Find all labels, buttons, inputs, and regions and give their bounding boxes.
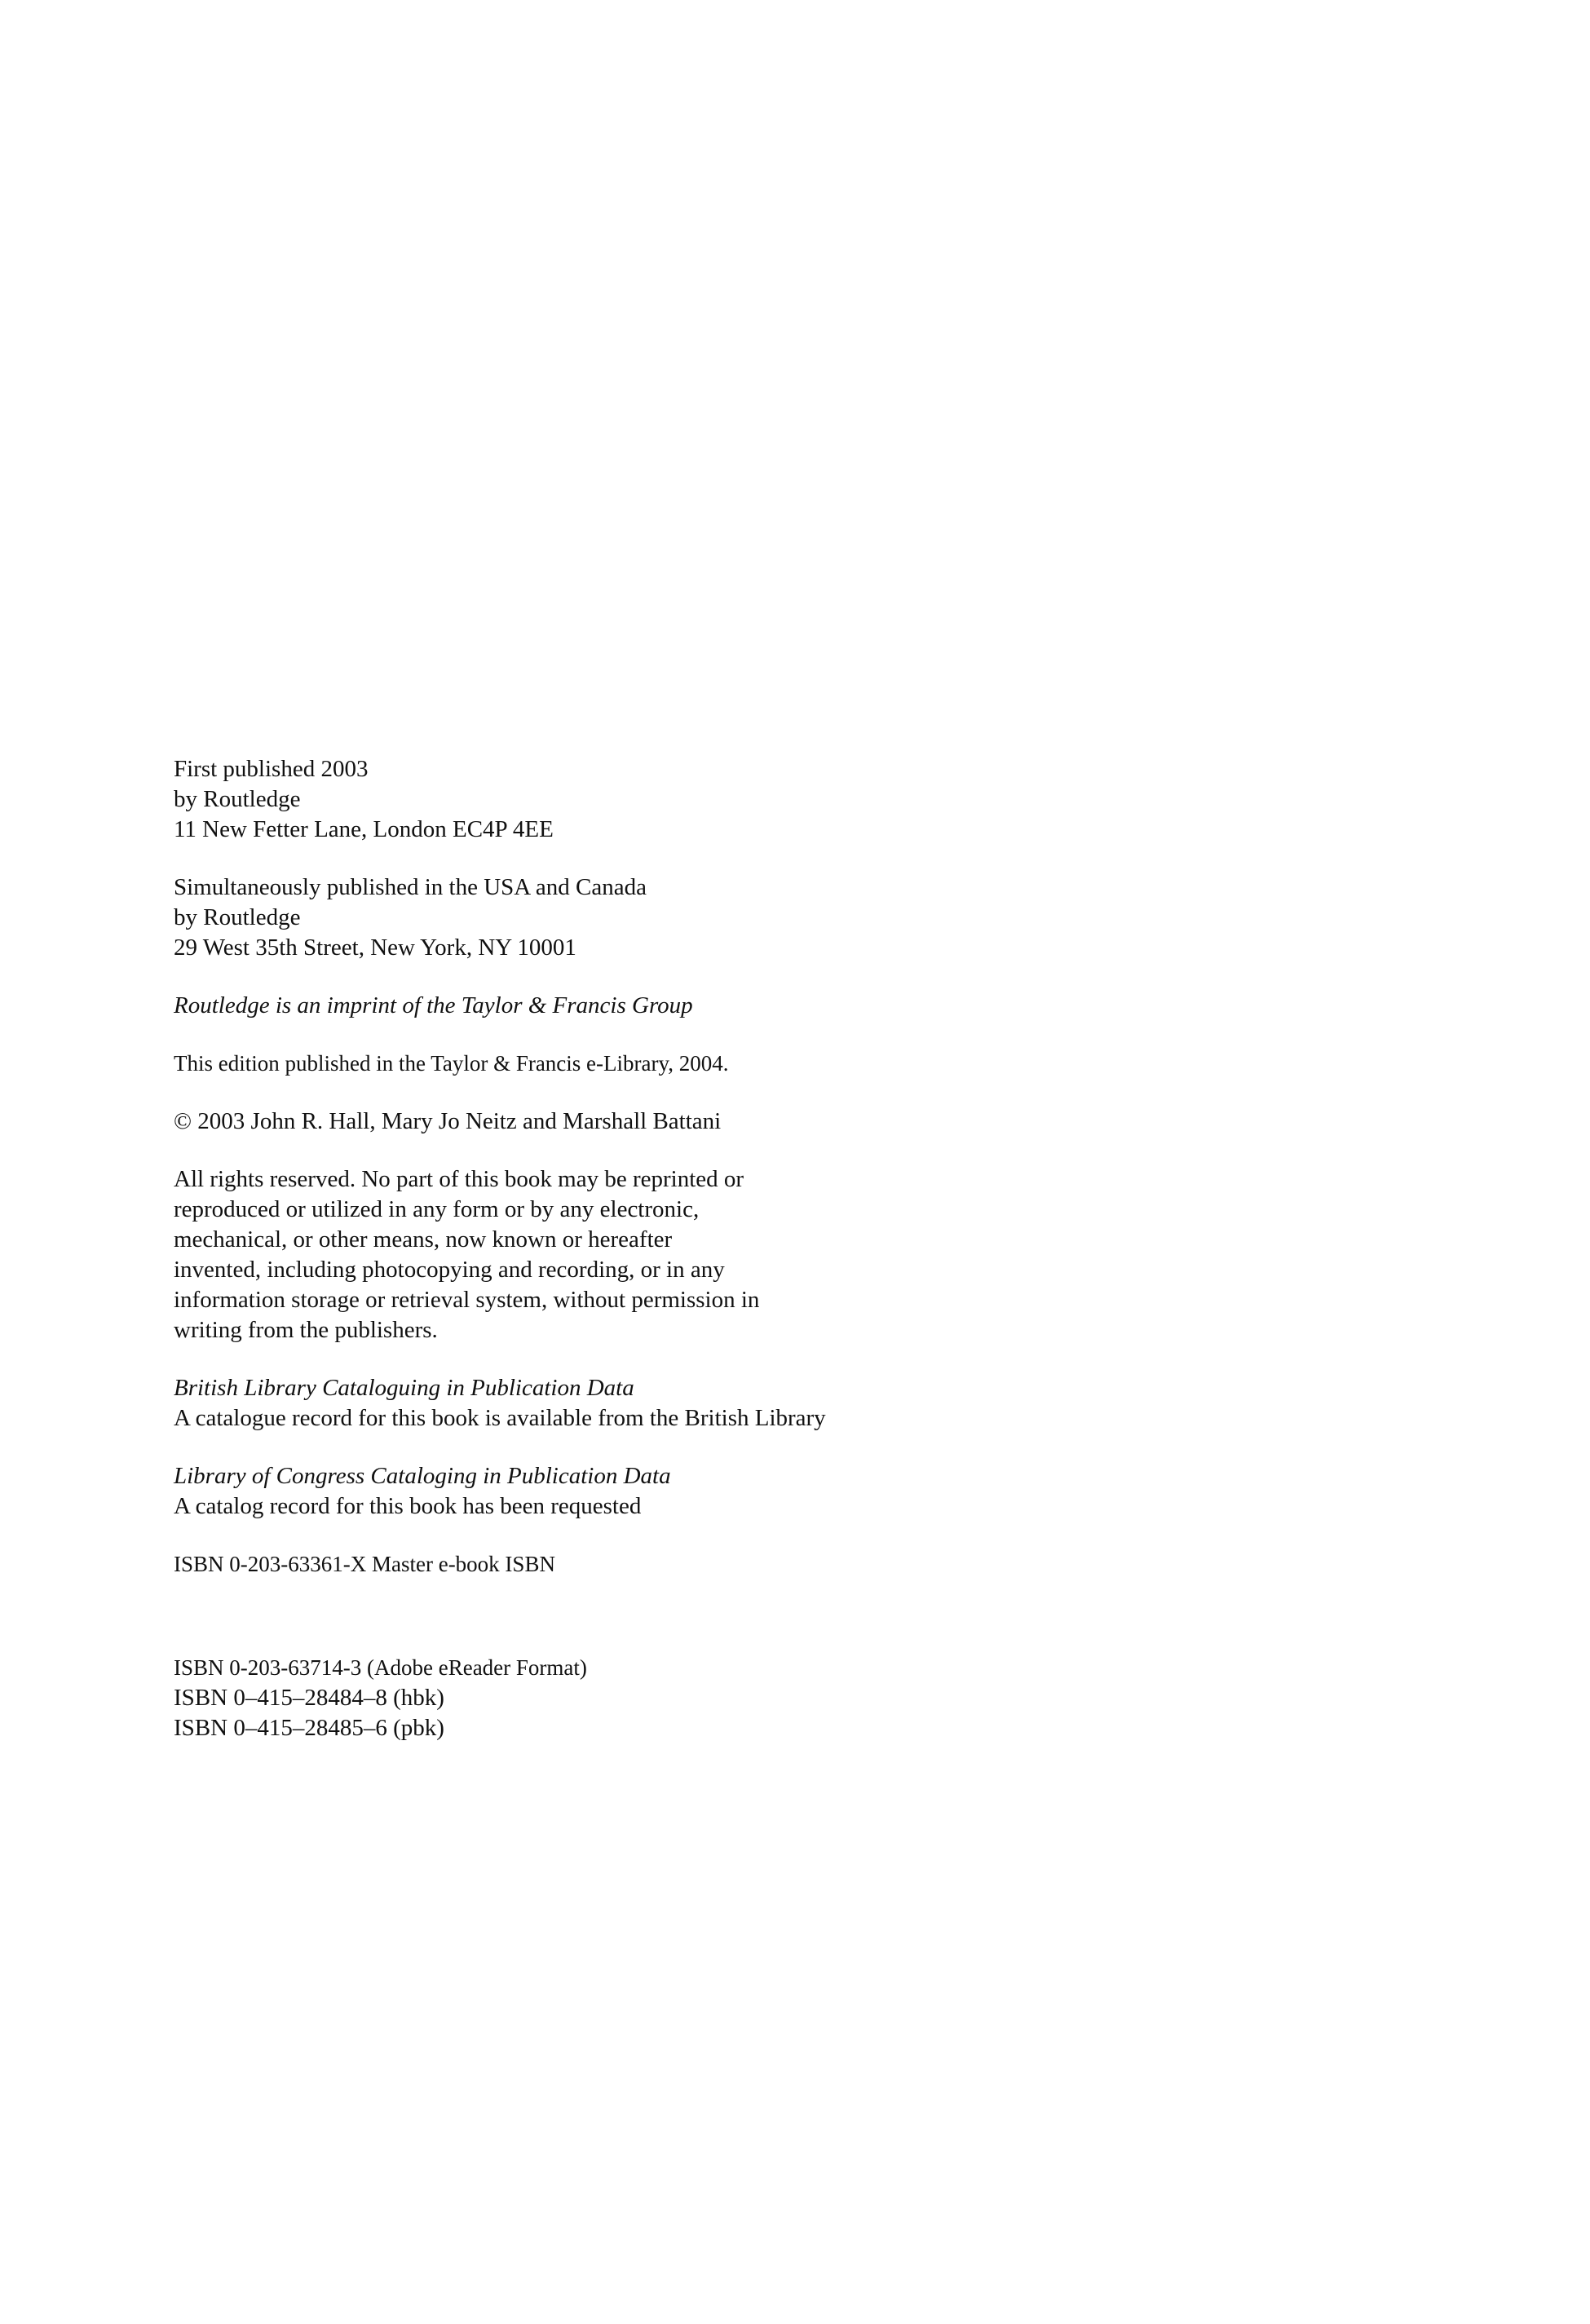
publisher-line: by Routledge (174, 786, 301, 812)
library-of-congress-heading: Library of Congress Cataloging in Publication Data (174, 1463, 671, 1489)
isbn-line: ISBN 0-203-63714-3 (Adobe eReader Format) (174, 1655, 587, 1680)
imprint-block (174, 754, 1234, 1743)
rights-line: writing from the publishers. (174, 1317, 438, 1343)
rights-line: reproduced or utilized in any form or by any electronic, (174, 1196, 700, 1222)
isbn-line: ISBN 0–415–28485–6 (pbk) (174, 1715, 444, 1741)
library-of-congress-text: A catalog record for this book has been requested (174, 1493, 642, 1519)
isbn-master-line: ISBN 0-203-63361-X Master e-book ISBN (174, 1552, 555, 1576)
edition-note: This edition published in the Taylor & Francis e-Library, 2004. (174, 1051, 729, 1076)
usa-canada-line: Simultaneously published in the USA and Canada (174, 874, 647, 900)
imprint-note: Routledge is an imprint of the Taylor & Francis Group (174, 992, 693, 1018)
first-published-line: First published 2003 (174, 756, 369, 782)
rights-line: information storage or retrieval system, without permission in (174, 1287, 760, 1313)
usa-publisher-line: by Routledge (174, 904, 301, 930)
us-address-line: 29 West 35th Street, New York, NY 10001 (174, 934, 576, 961)
rights-line: invented, including photocopying and recording, or in any (174, 1257, 725, 1283)
rights-line: All rights reserved. No part of this book may be reprinted or (174, 1166, 744, 1192)
copyright-line: © 2003 John R. Hall, Mary Jo Neitz and Marshall Battani (174, 1108, 722, 1134)
british-library-text: A catalogue record for this book is available from the British Library (174, 1405, 826, 1431)
isbn-line: ISBN 0–415–28484–8 (hbk) (174, 1685, 444, 1711)
rights-line: mechanical, or other means, now known or hereafter (174, 1226, 673, 1253)
british-library-heading: British Library Cataloguing in Publication Data (174, 1375, 634, 1401)
uk-address-line: 11 New Fetter Lane, London EC4P 4EE (174, 816, 554, 842)
